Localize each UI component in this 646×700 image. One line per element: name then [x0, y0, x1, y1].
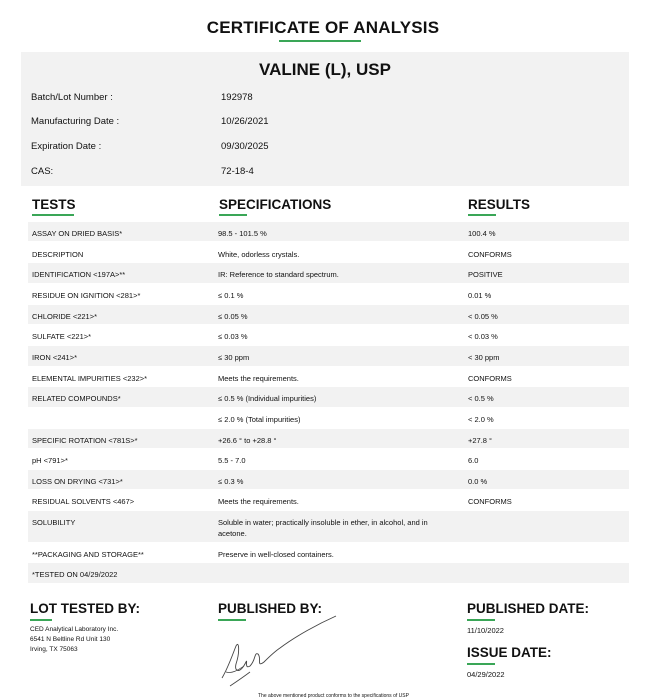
table-row: [28, 263, 629, 283]
test-result: CONFORMS: [468, 250, 512, 259]
test-result: 0.01 %: [468, 291, 492, 300]
table-row: [28, 387, 629, 407]
published-date-heading: PUBLISHED DATE:: [467, 601, 590, 616]
table-row: [28, 429, 629, 448]
test-name: RESIDUE ON IGNITION <281>*: [32, 291, 141, 300]
table-row: [28, 222, 629, 241]
test-spec: ≤ 0.1 %: [218, 291, 244, 300]
test-result: < 0.5 %: [468, 394, 494, 403]
issue-date-underline: [467, 663, 495, 665]
test-name: DESCRIPTION: [32, 250, 84, 259]
results-heading-underline: [468, 214, 496, 216]
tests-heading-underline: [32, 214, 74, 216]
specifications-heading: SPECIFICATIONS: [219, 197, 332, 212]
info-row-expiration-date: [21, 137, 629, 157]
table-row: [28, 325, 629, 345]
test-name: RELATED COMPOUNDS*: [32, 394, 121, 403]
lot-tested-by-underline: [30, 619, 52, 621]
disclaimer: The above mentioned product conforms to the specifications of USP: [258, 693, 409, 699]
test-result: < 0.05 %: [468, 312, 498, 321]
issue-date-heading: ISSUE DATE:: [467, 645, 552, 660]
published-date-underline: [467, 619, 495, 621]
test-spec: ≤ 0.05 %: [218, 312, 248, 321]
test-name: **PACKAGING AND STORAGE**: [32, 550, 144, 559]
info-row-cas: [21, 162, 629, 182]
table-row: [28, 408, 629, 428]
table-row: [28, 563, 629, 583]
test-spec: White, odorless crystals.: [218, 250, 300, 259]
test-result: 0.0 %: [468, 477, 488, 486]
test-spec: ≤ 0.5 % (Individual impurities): [218, 394, 317, 403]
title-underline: [279, 40, 361, 42]
info-row-manufacturing-date: [21, 112, 629, 132]
info-value: 192978: [221, 92, 253, 103]
test-spec: Soluble in water; practically insoluble in ether, in alcohol, and in acetone.: [218, 518, 428, 538]
test-result: < 0.03 %: [468, 332, 498, 341]
info-row-batch: [21, 88, 629, 108]
lab-name: CED Analytical Laboratory Inc.: [30, 626, 119, 633]
test-result: 100.4 %: [468, 229, 496, 238]
test-result: POSITIVE: [468, 270, 503, 279]
test-name: ASSAY ON DRIED BASIS*: [32, 229, 123, 238]
test-name: SULFATE <221>*: [32, 332, 92, 341]
table-row: [28, 305, 629, 324]
test-spec: ≤ 30 ppm: [218, 353, 250, 362]
issue-date-value: 04/29/2022: [467, 670, 505, 679]
test-spec: IR: Reference to standard spectrum.: [218, 270, 339, 279]
test-spec: ≤ 0.3 %: [218, 477, 244, 486]
table-row: [28, 511, 629, 542]
test-spec: Meets the requirements.: [218, 497, 299, 506]
test-name: ELEMENTAL IMPURITIES <232>*: [32, 374, 148, 383]
test-result: < 2.0 %: [468, 415, 494, 424]
lab-address-city: Irving, TX 75063: [30, 646, 78, 653]
test-name: CHLORIDE <221>*: [32, 312, 98, 321]
test-spec: 5.5 - 7.0: [218, 456, 246, 465]
test-name: *TESTED ON 04/29/2022: [32, 570, 118, 579]
test-result: CONFORMS: [468, 374, 512, 383]
lot-tested-by-heading: LOT TESTED BY:: [30, 601, 140, 616]
info-label: Expiration Date :: [31, 141, 102, 152]
test-result: 6.0: [468, 456, 479, 465]
test-name: IDENTIFICATION <197A>**: [32, 270, 126, 279]
signature: [214, 612, 344, 694]
info-label: Manufacturing Date :: [31, 116, 120, 127]
info-value: 72-18-4: [221, 166, 254, 177]
test-spec: +26.6 ° to +28.8 °: [218, 436, 277, 445]
product-info-box: [21, 52, 629, 186]
test-spec: 98.5 - 101.5 %: [218, 229, 267, 238]
test-result: +27.8 °: [468, 436, 493, 445]
info-label: CAS:: [31, 166, 54, 177]
info-value: 10/26/2021: [221, 116, 269, 127]
test-name: SPECIFIC ROTATION <781S>*: [32, 436, 138, 445]
table-row: [28, 284, 629, 303]
test-spec: ≤ 0.03 %: [218, 332, 248, 341]
test-name: RESIDUAL SOLVENTS <467>: [32, 497, 135, 506]
test-spec: ≤ 2.0 % (Total impurities): [218, 415, 301, 424]
test-result: CONFORMS: [468, 497, 512, 506]
table-row: [28, 367, 629, 386]
test-name: LOSS ON DRYING <731>*: [32, 477, 123, 486]
test-name: SOLUBILITY: [32, 518, 76, 527]
published-by-heading: PUBLISHED BY:: [218, 601, 323, 616]
test-name: pH <791>*: [32, 456, 68, 465]
page-title: CERTIFICATE OF ANALYSIS: [206, 18, 440, 37]
product-name: VALINE (L), USP: [259, 60, 391, 79]
test-name: IRON <241>*: [32, 353, 78, 362]
info-label: Batch/Lot Number :: [31, 92, 113, 103]
specifications-heading-underline: [219, 214, 247, 216]
table-row: [28, 490, 629, 510]
lab-address-street: 6541 N Beltline Rd Unit 130: [30, 636, 111, 643]
table-row: [28, 470, 629, 489]
table-row: [28, 449, 629, 469]
tests-heading: TESTS: [32, 197, 76, 212]
test-spec: Preserve in well-closed containers.: [218, 550, 334, 559]
table-row: [28, 543, 629, 562]
info-value: 09/30/2025: [221, 141, 269, 152]
published-date-value: 11/10/2022: [467, 626, 504, 635]
results-heading: RESULTS: [468, 197, 531, 212]
table-row: [28, 346, 629, 366]
table-row: [28, 243, 629, 262]
test-result: < 30 ppm: [468, 353, 500, 362]
test-spec: Meets the requirements.: [218, 374, 299, 383]
